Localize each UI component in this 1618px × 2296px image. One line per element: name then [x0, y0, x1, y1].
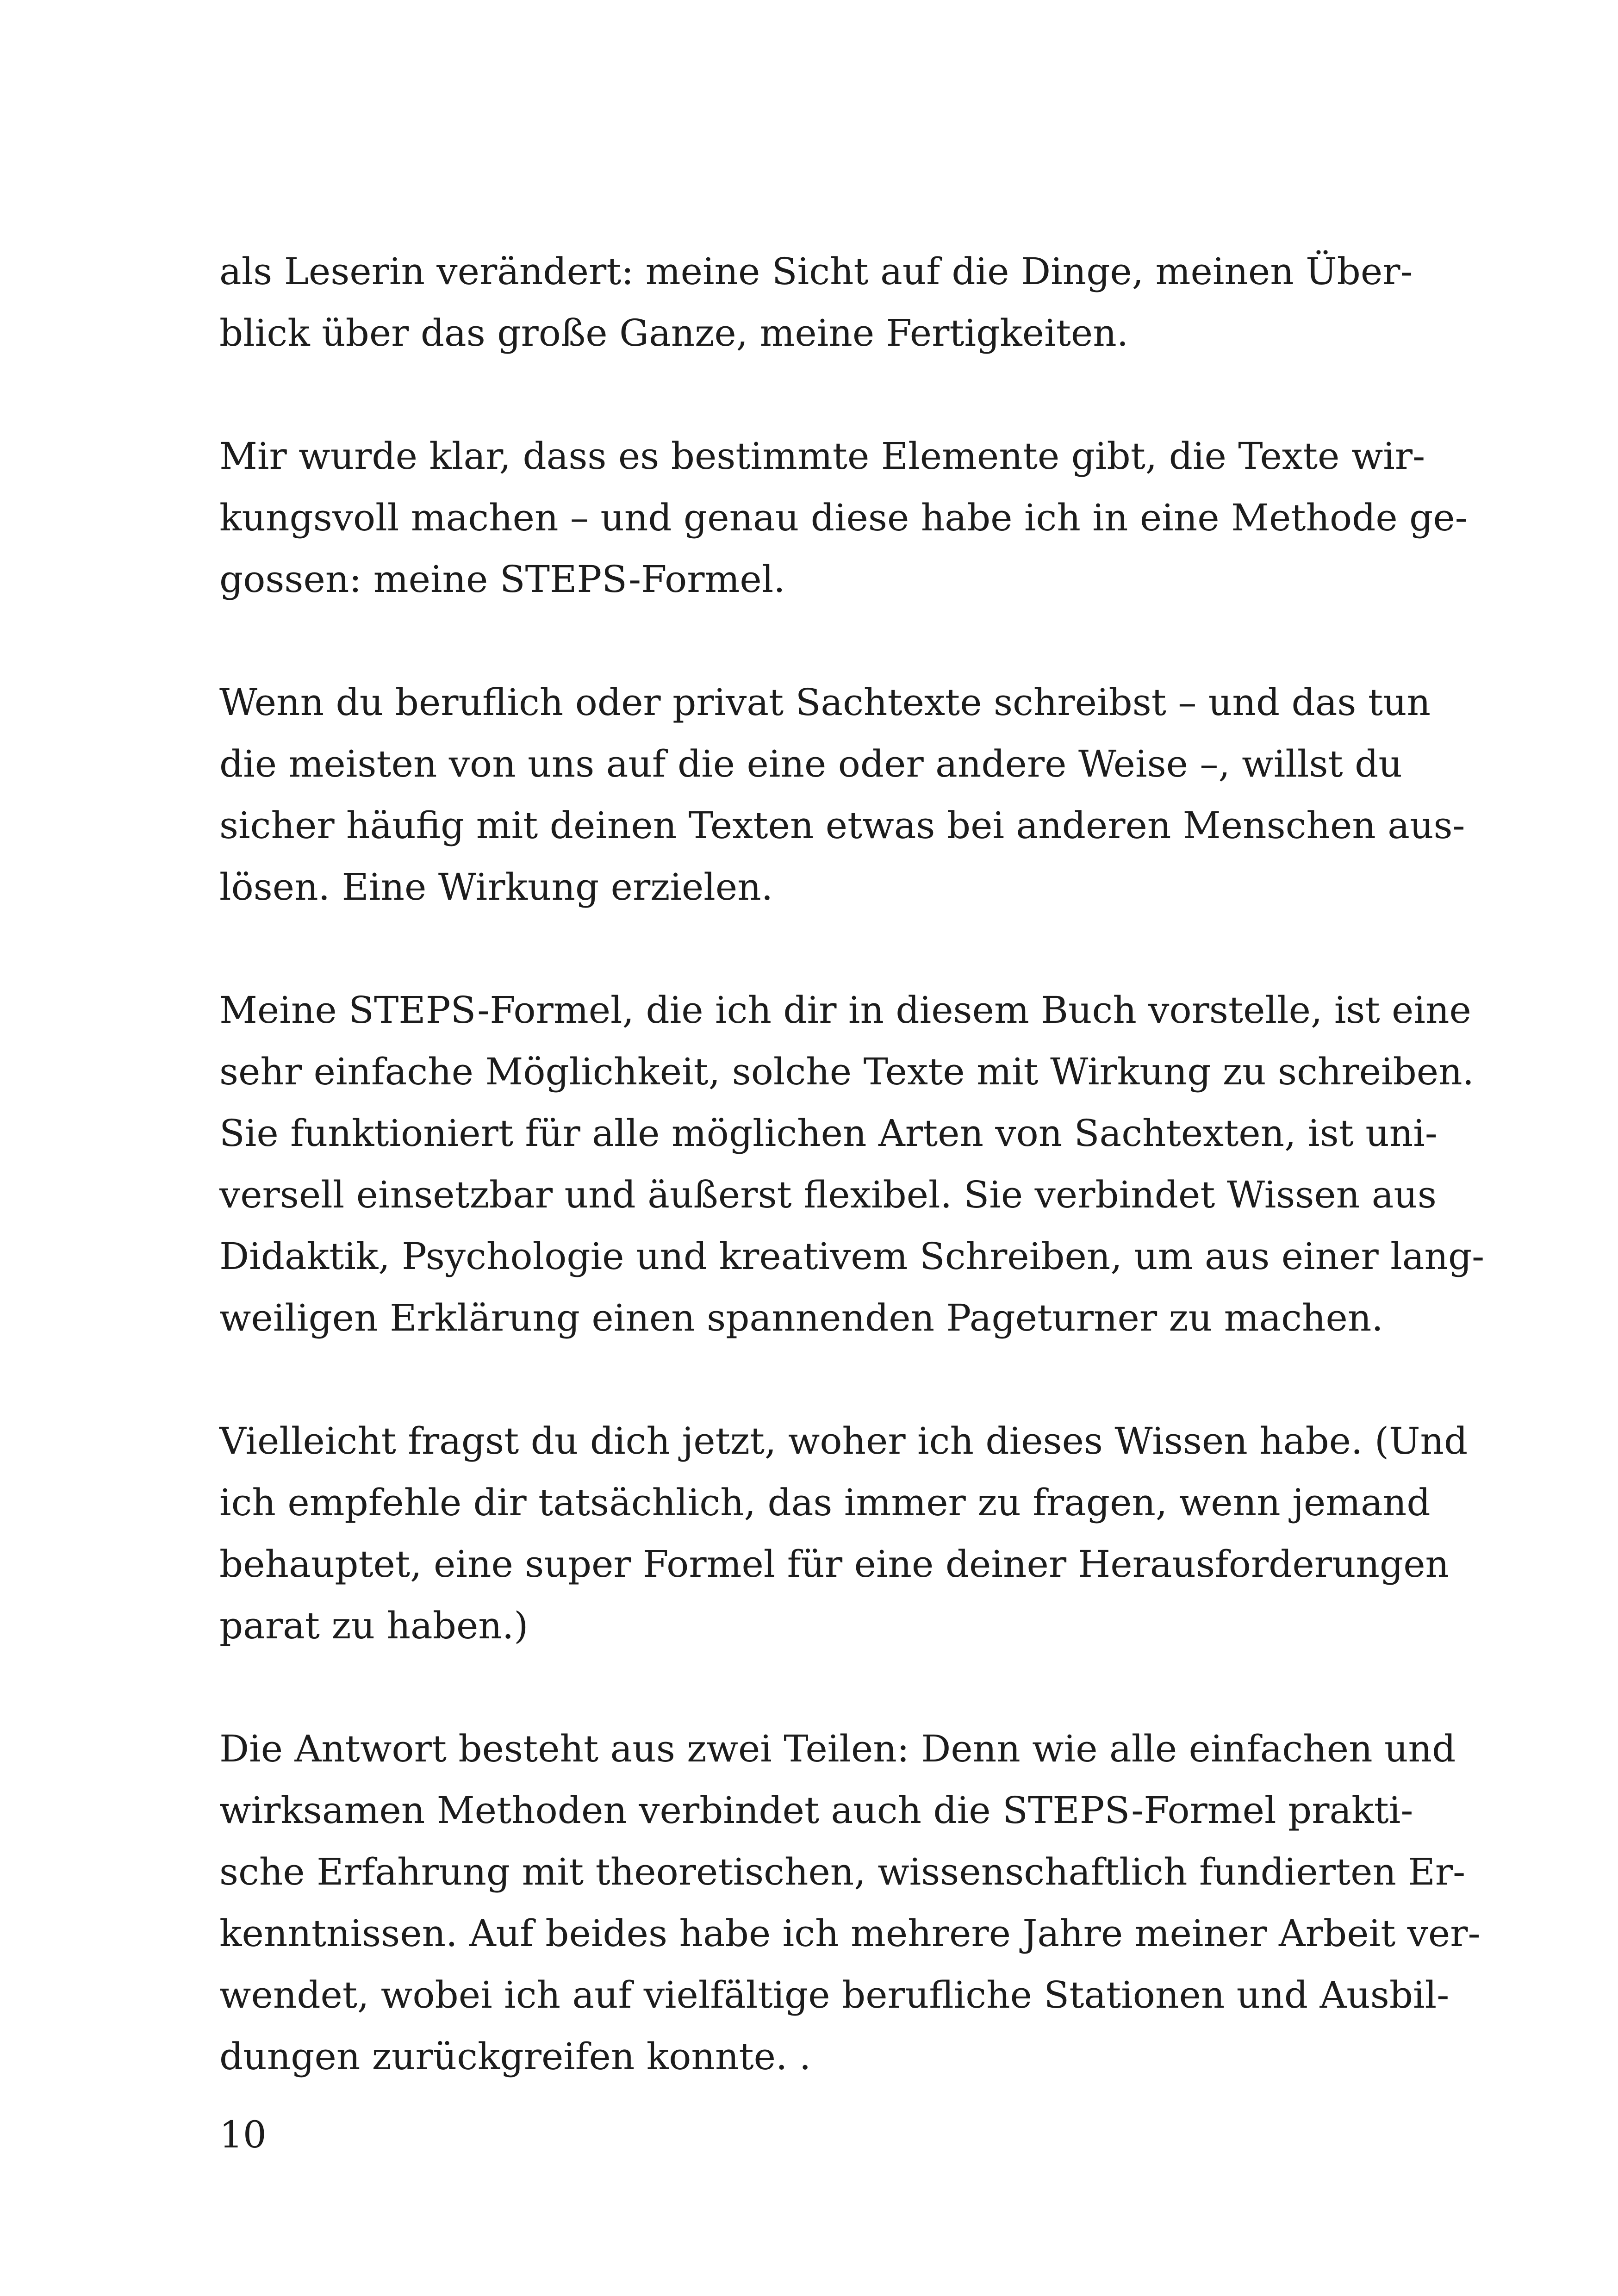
- paragraph-gap: [219, 610, 1399, 672]
- text-line: parat zu haben.): [219, 1604, 529, 1647]
- text-line: kungsvoll machen – und genau diese habe ich in eine Methode ge-: [219, 496, 1468, 539]
- text-line: sehr einfache Möglichkeit, solche Texte mit Wirkung zu schreiben.: [219, 1050, 1475, 1093]
- paragraph-gap: [219, 918, 1399, 979]
- text-line: versell einsetzbar und äußerst flexibel. Sie verbindet Wissen aus: [219, 1173, 1437, 1216]
- paragraph: [219, 1410, 1468, 1656]
- text-line: Die Antwort besteht aus zwei Teilen: Denn wie alle einfachen und: [219, 1727, 1456, 1770]
- paragraph: [219, 979, 1485, 1349]
- text-line: Vielleicht fragst du dich jetzt, woher ich dieses Wissen habe. (Und: [219, 1419, 1468, 1462]
- paragraph-gap: [219, 1349, 1399, 1410]
- page-number: 10: [219, 2113, 267, 2156]
- text-line: die meisten von uns auf die eine oder andere Weise –, willst du: [219, 742, 1402, 785]
- paragraph: [219, 241, 1413, 364]
- text-line: Mir wurde klar, dass es bestimmte Elemente gibt, die Texte wir-: [219, 435, 1425, 478]
- text-line: dungen zurückgreifen konnte. .: [219, 2035, 811, 2078]
- text-line: weiligen Erklärung einen spannenden Pageturner zu machen.: [219, 1296, 1383, 1339]
- text-line: gossen: meine STEPS-Formel.: [219, 558, 785, 601]
- paragraph-gap: [219, 1656, 1399, 1718]
- text-line: Sie funktioniert für alle möglichen Arten von Sachtexten, ist uni-: [219, 1112, 1438, 1155]
- text-line: sicher häufig mit deinen Texten etwas bei anderen Menschen aus-: [219, 804, 1465, 847]
- paragraph: [219, 425, 1468, 610]
- text-line: sche Erfahrung mit theoretischen, wissenschaftlich fundierten Er-: [219, 1850, 1466, 1893]
- text-line: als Leserin verändert: meine Sicht auf die Dinge, meinen Über-: [219, 250, 1413, 293]
- text-line: Didaktik, Psychologie und kreativem Schreiben, um aus einer lang-: [219, 1235, 1485, 1278]
- text-line: wendet, wobei ich auf vielfältige berufliche Stationen und Ausbil-: [219, 1973, 1450, 2016]
- text-line: blick über das große Ganze, meine Fertigkeiten.: [219, 311, 1129, 355]
- paragraph: [219, 672, 1465, 918]
- text-line: lösen. Eine Wirkung erzielen.: [219, 865, 773, 908]
- paragraph: [219, 1718, 1481, 2087]
- text-line: kenntnissen. Auf beides habe ich mehrere Jahre meiner Arbeit ver-: [219, 1912, 1481, 1955]
- text-line: Wenn du beruflich oder privat Sachtexte schreibst – und das tun: [219, 681, 1431, 724]
- text-line: behauptet, eine super Formel für eine deiner Herausforderungen: [219, 1543, 1450, 1586]
- text-line: ich empfehle dir tatsächlich, das immer zu fragen, wenn jemand: [219, 1481, 1431, 1524]
- text-line: Meine STEPS-Formel, die ich dir in diesem Buch vorstelle, ist eine: [219, 989, 1471, 1032]
- text-line: wirksamen Methoden verbindet auch die STEPS-Formel prakti-: [219, 1789, 1413, 1832]
- paragraph-gap: [219, 364, 1399, 425]
- body-text: [219, 241, 1485, 2087]
